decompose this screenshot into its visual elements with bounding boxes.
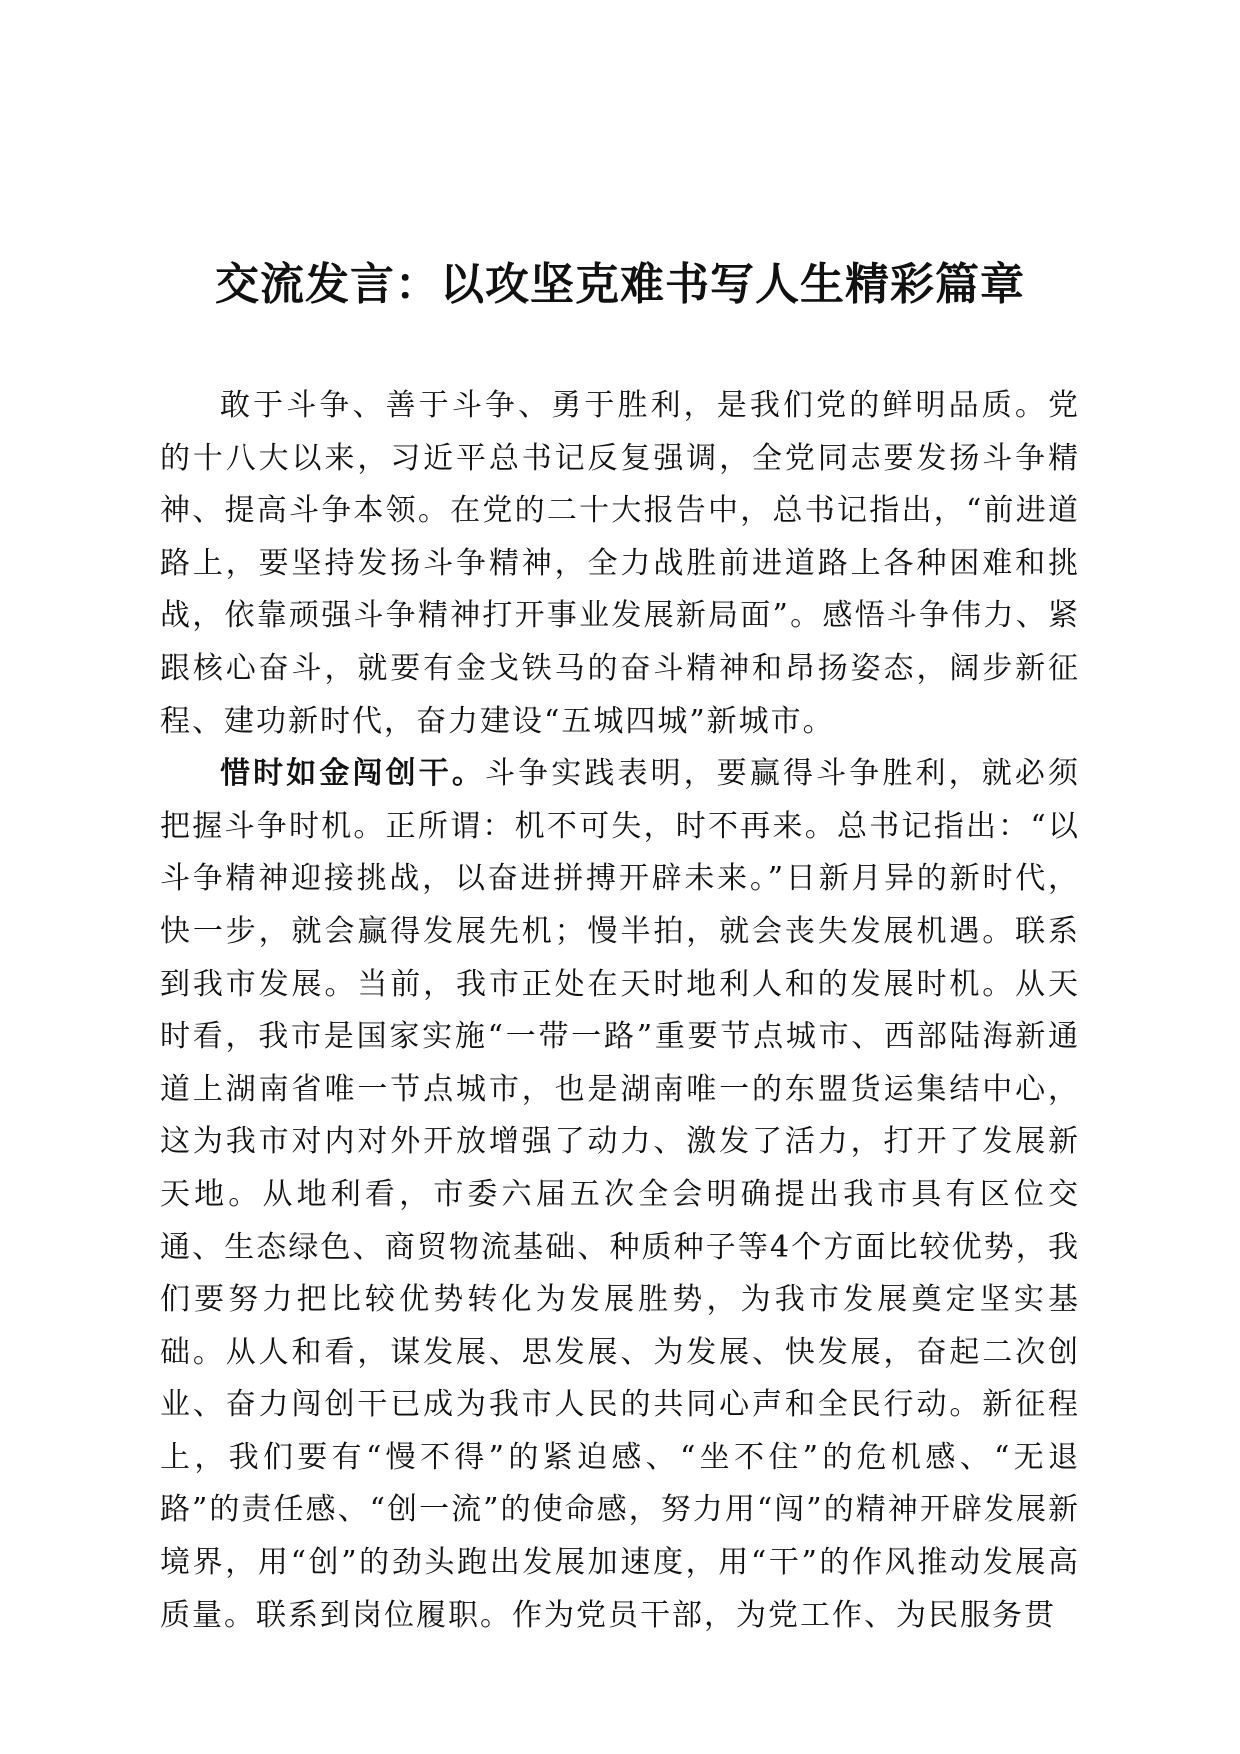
paragraph-lead-heading: 惜时如金闯创干。	[220, 756, 485, 792]
paragraph-text: 斗争实践表明，要赢得斗争胜利，就必须把握斗争时机。正所谓：机不可失，时不再来。总书记指出：“以斗争精神迎接挑战，以奋进拼搏开辟未来。”日新月异的新时代，快一步，就会赢得发展先机；慢半拍，就会丧失发展机遇。联系到我市发展。当前，我市正处在天时地利人和的发展时机。从天时看，我市是国家实施“一带一路”重要节点城市、西部陆海新通道上湖南省唯一节点城市，也是湖南唯一的东盟货运集结中心，这为我市对内对外开放增强了动力、激发了活力，打开了发展新天地。从地利看，市委六届五次全会明确提出我市具有区位交通、生态绿色、商贸物流基础、种质种子等4个方面比较优势，我们要努力把比较优势转化为发展胜势，为我市发展奠定坚实基础。从人和看，谋发展、思发展、为发展、快发展，奋起二次创业、奋力闯创干已成为我市人民的共同心声和全民行动。新征程上，我们要有“慢不得”的紧迫感、“坐不住”的危机感、“无退路”的责任感、“创一流”的使命感，努力用“闯”的精神开辟发展新境界，用“创”的劲头跑出发展加速度，用“干”的作风推动发展高质量。联系到岗位履职。作为党员干部，为党工作、为民服务贯	[160, 756, 1081, 1633]
paragraph-intro	[160, 380, 1080, 748]
document-title: 交流发言：以攻坚克难书写人生精彩篇章	[215, 259, 1025, 310]
document-body	[160, 380, 1080, 1642]
paragraph-text: 敢于斗争、善于斗争、勇于胜利，是我们党的鲜明品质。党的十八大以来，习近平总书记反复强调，全党同志要发扬斗争精神、提高斗争本领。在党的二十大报告中，总书记指出，“前进道路上，要坚持发扬斗争精神，全力战胜前进道路上各种困难和挑战，依靠顽强斗争精神打开事业发展新局面”。感悟斗争伟力、紧跟核心奋斗，就要有金戈铁马的奋斗精神和昂扬姿态，阔步新征程、建功新时代，奋力建设“五城四城”新城市。	[160, 388, 1080, 739]
paragraph-section-1	[160, 748, 1080, 1642]
